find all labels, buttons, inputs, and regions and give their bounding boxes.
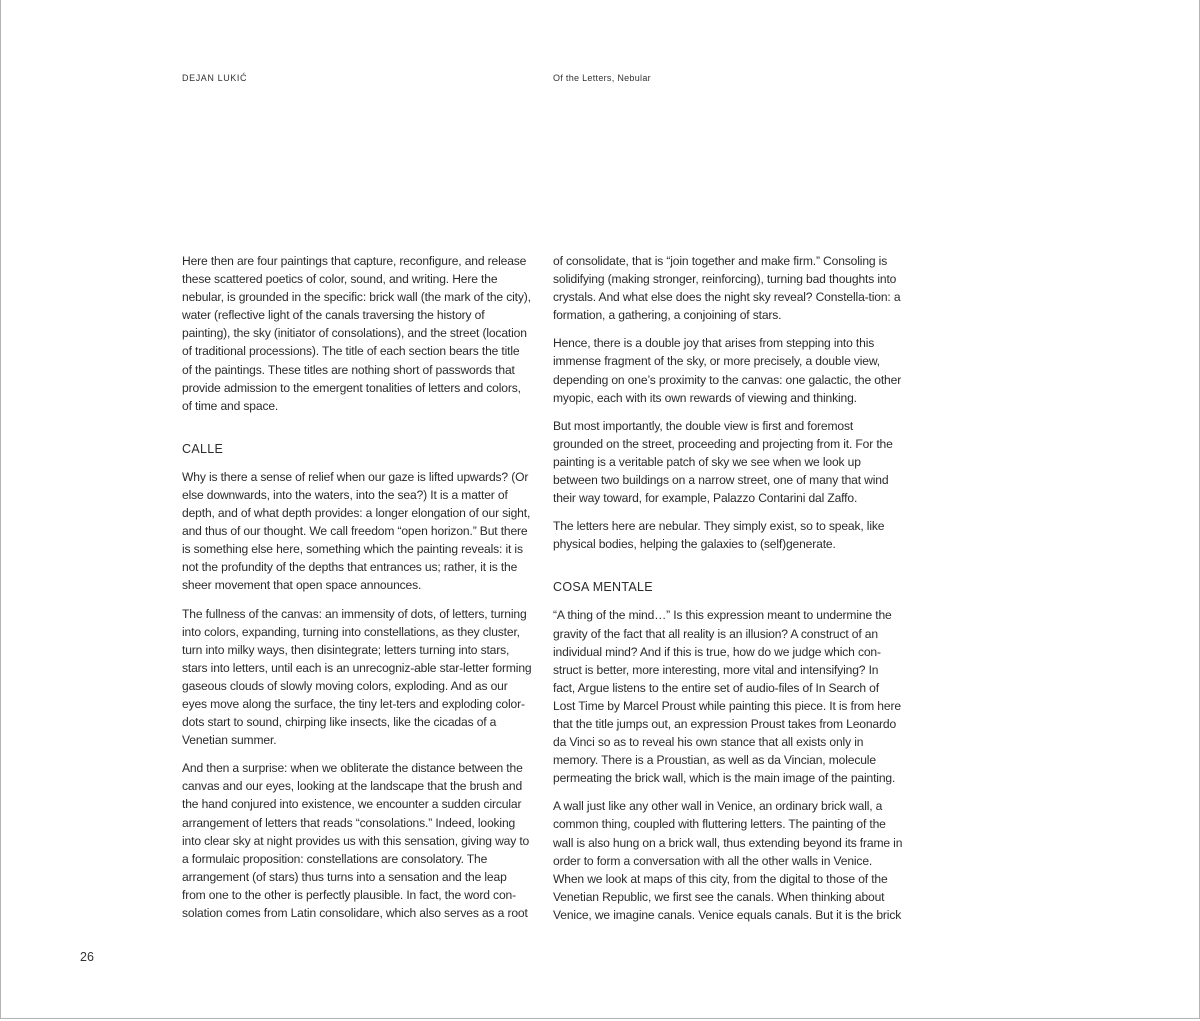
body-paragraph: “A thing of the mind…” Is this expression meant to undermine the gravity of the fact that all reality is an illusion? A construct of an individual mind? And if this is true, how do we judge which con-struct is better, more interesting, more vital and intensifying? In fact, Argue listens to the entire set of audio-files of In Search of Lost Time by Marcel Proust while painting this piece. It is from here that the title jumps out, an expression Proust takes from Leonardo da Vinci so as to reveal his own stance that all exists only in memory. There is a Proustian, as well as da Vincian, molecule permeating the brick wall, which is the main image of the painting. (553, 608, 901, 786)
body-paragraph: The fullness of the canvas: an immensity of dots, of letters, turning into colors, expanding, turning into constellations, as they cluster, turn into milky ways, then disintegrate; letters turning into stars, stars into letters, until each is an unrecogniz-able star-letter forming gaseous clouds of slowly moving colors, exploding. And as our eyes move along the surface, the tiny let-ters and exploding color-dots start to sound, chirping like insects, like the cicadas of a Venetian summer. (182, 606, 532, 748)
body-paragraph: of consolidate, that is “join together and make firm.” Consoling is solidifying (making stronger, reinforcing), turning bad thoughts into crystals. And what else does the night sky reveal? Constella-tion: a formation, a gathering, a conjoining of stars. (553, 254, 901, 323)
left-column (182, 252, 532, 932)
intro-paragraph: Here then are four paintings that capture, reconfigure, and release these scattered poetics of color, sound, and writing. Here the nebular, is grounded in the specific: brick wall (the mark of the city), water (reflective light of the canals traversing the history of painting), the sky (initiator of consolations), and the street (location of traditional processions). The title of each section bears the title of the paintings. These titles are nothing short of passwords that provide admission to the emergent tonalities of letters and colors, of time and space. (182, 254, 531, 413)
body-paragraph: A wall just like any other wall in Venice, an ordinary brick wall, a common thing, coupled with fluttering letters. The painting of the wall is also hung on a brick wall, thus extending beyond its frame in order to form a conversation with all the other walls in Venice. When we look at maps of this city, from the digital to those of the Venetian Republic, we first see the canals. When thinking about Venice, we imagine canals. Venice equals canals. But it is the brick (553, 799, 903, 922)
section-heading-calle: CALLE (182, 441, 224, 456)
body-paragraph: And then a surprise: when we obliterate the distance between the canvas and our eyes, looking at the landscape that the brush and the hand conjured into existence, we encounter a sudden circular arrangement of letters that reads “consolations.” Indeed, looking into clear sky at night provides us with this sensation, giving way to a formulaic proposition: constellations are consolatory. The arrangement (of stars) thus turns into a sensation and the leap from one to the other is perfectly plausible. In fact, the word con-solation comes from Latin consolidare, which also serves as a root (182, 761, 530, 920)
section-heading-cosa-mentale: COSA MENTALE (553, 580, 653, 595)
body-paragraph: Why is there a sense of relief when our gaze is lifted upwards? (Or else downwards, into the waters, into the sea?) It is a matter of depth, and of what depth provides: a longer elongation of our sight, and thus of our thought. We call freedom “open horizon.” But there is something else here, something which the painting reveals: it is not the profundity of the depths that entrances us; rather, it is the sheer movement that open space announces. (182, 469, 531, 593)
body-paragraph: The letters here are nebular. They simply exist, so to speak, like physical bodies, helping the galaxies to (self)generate. (553, 519, 885, 552)
body-paragraph: Hence, there is a double joy that arises from stepping into this immense fragment of the sky, or more precisely, a double view, depending on one’s proximity to the canvas: one galactic, the other myopic, each with its own rewards of viewing and thinking. (553, 336, 902, 405)
running-header-title: Of the Letters, Nebular (553, 73, 651, 83)
right-column (553, 252, 903, 934)
body-paragraph: But most importantly, the double view is first and foremost grounded on the street, proceeding and projecting from it. For the painting is a veritable patch of sky we see when we look up between two buildings on a narrow street, one of many that wind their way toward, for example, Palazzo Contarini dal Zaffo. (553, 418, 893, 506)
running-header-author: DEJAN LUKIĆ (182, 73, 248, 83)
page-number: 26 (80, 950, 94, 964)
